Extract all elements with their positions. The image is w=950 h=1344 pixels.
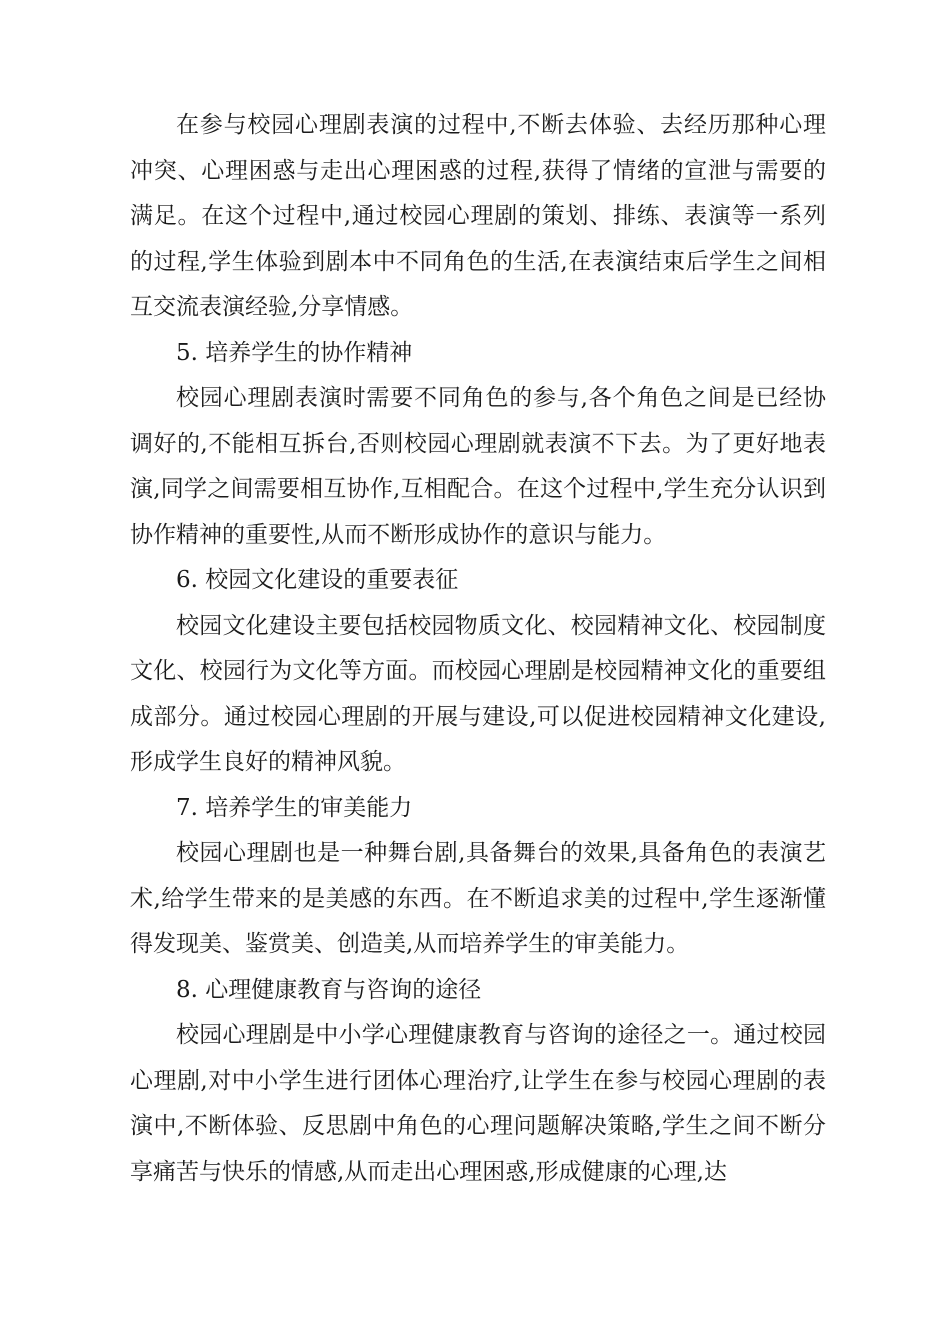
paragraph-emotional-release: 在参与校园心理剧表演的过程中,不断去体验、去经历那种心理冲突、心理困惑与走出心理困惑的过程,获得了情绪的宣泄与需要的满足。在这个过程中,通过校园心理剧的策划、排练、表演等一系列的过程,学生体验到剧本中不同角色的生活,在表演结束后学生之间相互交流表演经验,分享情感。 <box>130 112 826 320</box>
paragraph-aesthetic-ability: 校园心理剧也是一种舞台剧,具备舞台的效果,具备角色的表演艺术,给学生带来的是美感的东西。在不断追求美的过程中,学生逐渐懂得发现美、鉴赏美、创造美,从而培养学生的审美能力。 <box>130 840 826 957</box>
heading-cooperation-spirit: 5. 培养学生的协作精神 <box>176 339 413 366</box>
heading-aesthetic-ability: 7. 培养学生的审美能力 <box>176 794 413 821</box>
paragraph-campus-culture: 校园文化建设主要包括校园物质文化、校园精神文化、校园制度文化、校园行为文化等方面。而校园心理剧是校园精神文化的重要组成部分。通过校园心理剧的开展与建设,可以促进校园精神文化建设,形成学生良好的精神风貌。 <box>130 612 826 775</box>
paragraph-mental-health-education: 校园心理剧是中小学心理健康教育与咨询的途径之一。通过校园心理剧,对中小学生进行团体心理治疗,让学生在参与校园心理剧的表演中,不断体验、反思剧中角色的心理问题解决策略,学生之间不断分享痛苦与快乐的情感,从而走出心理困惑,形成健康的心理,达 <box>130 1022 826 1185</box>
paragraph-cooperation-spirit: 校园心理剧表演时需要不同角色的参与,各个角色之间是已经协调好的,不能相互拆台,否则校园心理剧就表演不下去。为了更好地表演,同学之间需要相互协作,互相配合。在这个过程中,学生充分认识到协作精神的重要性,从而不断形成协作的意识与能力。 <box>130 385 826 548</box>
heading-campus-culture: 6. 校园文化建设的重要表征 <box>176 567 459 593</box>
heading-mental-health-education: 8. 心理健康教育与咨询的途径 <box>176 976 482 1003</box>
document-body <box>130 103 826 1195</box>
